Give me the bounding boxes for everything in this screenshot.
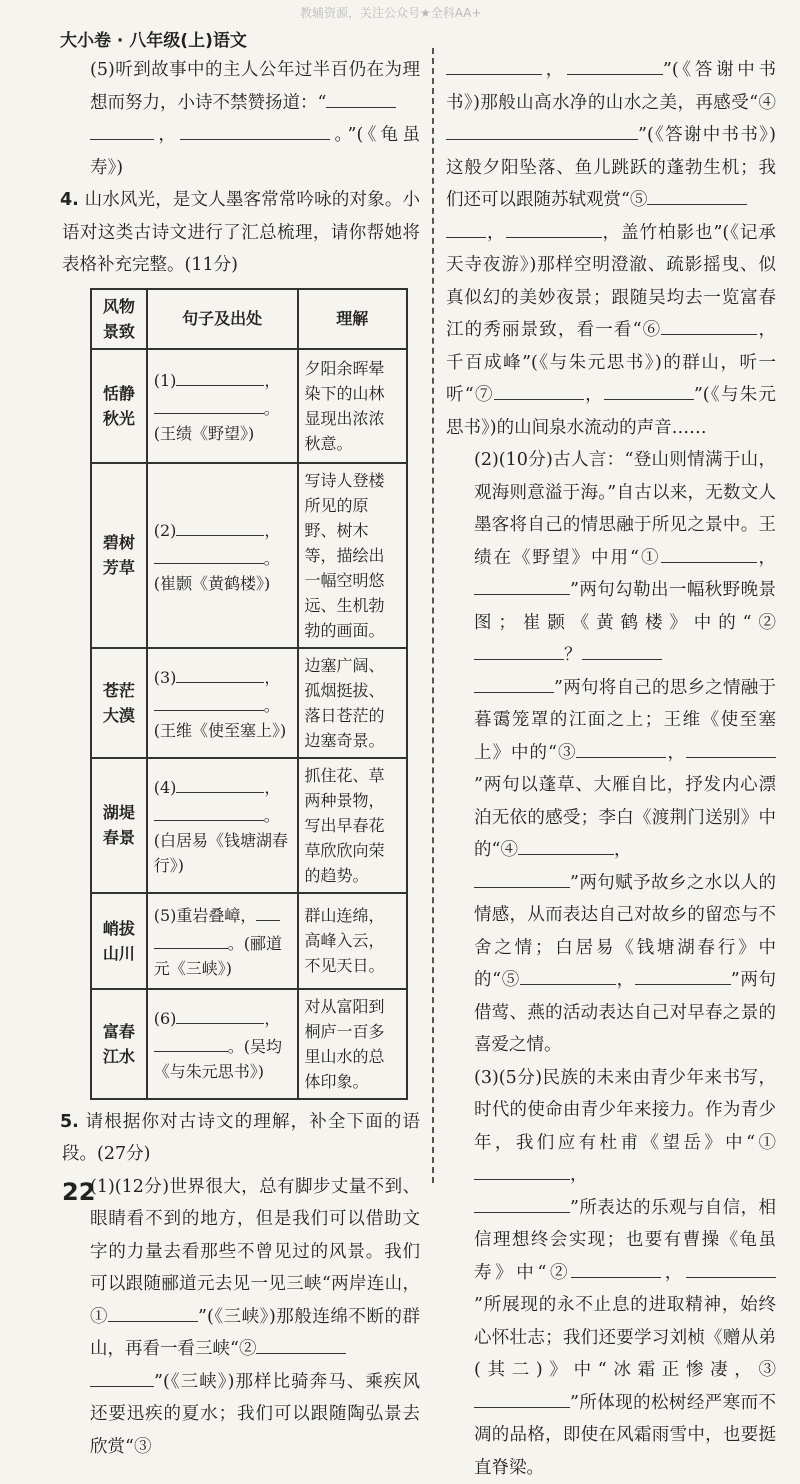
- explain-cell: 群山连绵，高峰入云，不见天日。: [298, 893, 407, 989]
- scene-cell: 湖堤春景: [91, 758, 147, 893]
- table-header: 风物景致: [91, 289, 147, 349]
- passage-text: ”所体现的松树经严寒而不凋的品格，即使在风霜雨雪中，也要挺直脊梁。: [474, 1393, 776, 1478]
- passage-text: ”(《三峡》)那样比骑奔马、乘疾风还要迅疾的夏水；我们可以跟随陶弘景去欣赏“③: [90, 1372, 420, 1457]
- sentence-cell: (3) ， 。 (王维《使至塞上》): [147, 648, 298, 758]
- table-row: [91, 648, 407, 758]
- right-column: [446, 54, 776, 1484]
- answer-blank[interactable]: [176, 662, 264, 683]
- answer-blank[interactable]: [571, 1257, 661, 1278]
- answer-blank[interactable]: [154, 928, 228, 949]
- table-row: [91, 989, 407, 1099]
- table-header: 句子及出处: [147, 289, 298, 349]
- answer-blank[interactable]: [567, 54, 663, 75]
- source-text: (崔颢《黄鹤楼》): [154, 574, 271, 593]
- passage-text: ，千百成峰”(《与朱元思书》)的群山，听一听“⑦: [446, 320, 776, 405]
- passage-text: ”(《答谢中书书》)那般山高水净的山水之美，再感受“④: [446, 60, 776, 113]
- explain-cell: 写诗人登楼所见的原野、树木等，描绘出一幅空明悠远、生机勃勃的画面。: [298, 463, 407, 648]
- scene-cell: 恬静秋光: [91, 349, 147, 463]
- item-number: (5)重岩叠嶂，: [154, 906, 257, 925]
- answer-blank[interactable]: [474, 672, 554, 693]
- punct: ，: [154, 125, 180, 145]
- answer-blank[interactable]: [686, 1257, 776, 1278]
- answer-blank[interactable]: [90, 119, 154, 140]
- table-row: [91, 758, 407, 893]
- sentence-cell: (2) ， 。 (崔颢《黄鹤楼》): [147, 463, 298, 648]
- answer-blank[interactable]: [154, 690, 264, 711]
- question-5: [62, 1106, 420, 1171]
- q5-part3: [446, 1062, 776, 1484]
- answer-blank[interactable]: [474, 1387, 570, 1408]
- question-number: 5.: [60, 1112, 79, 1132]
- scene-cell: 峭拔山川: [91, 893, 147, 989]
- answer-blank[interactable]: [520, 964, 616, 985]
- scenery-table: [90, 288, 408, 1100]
- passage-text: ”两句赋予故乡之水以人的情感，从而表达自己对故乡的留恋与不舍之情；白居易《钱塘湖春行》中的“⑤: [474, 873, 776, 991]
- punct: ，: [757, 548, 777, 568]
- explain-cell: 边塞广阔、孤烟挺拔、落日苍茫的边塞奇景。: [298, 648, 407, 758]
- answer-blank[interactable]: [635, 964, 731, 985]
- passage-text: ”所展现的永不止息的进取精神，始终心怀壮志；我们还要学习刘桢《赠从弟(其二)》中“冰霜正惨凄，③: [474, 1295, 776, 1380]
- answer-blank[interactable]: [474, 574, 570, 595]
- answer-blank[interactable]: [474, 1159, 570, 1180]
- punct: ，: [570, 1165, 588, 1185]
- answer-blank[interactable]: [474, 867, 570, 888]
- left-column: [62, 54, 420, 1463]
- answer-blank[interactable]: [506, 217, 602, 238]
- answer-blank[interactable]: [647, 184, 747, 205]
- item-number: (1): [154, 371, 177, 390]
- watermark: 教辅资源，关注公众号★全科AA+: [300, 4, 482, 21]
- answer-blank[interactable]: [176, 1003, 264, 1024]
- answer-blank[interactable]: [108, 1301, 198, 1322]
- passage-text: ”两句将自己的思乡之情融于暮霭笼罩的江面之上；王维《使至塞上》中的“③: [474, 678, 776, 763]
- answer-blank[interactable]: [256, 1333, 346, 1354]
- sentence-cell: (1) ， 。 (王绩《野望》): [147, 349, 298, 463]
- answer-blank[interactable]: [661, 542, 757, 563]
- question-4: [62, 184, 420, 282]
- passage-text: ”(《三峡》)那般连绵不断的群山，再看一看三峡“②: [90, 1307, 420, 1360]
- answer-blank[interactable]: [90, 1366, 154, 1387]
- passage-text: ”两句勾勒出一幅秋野晚景图；崔颢《黄鹤楼》中的“②: [474, 580, 776, 633]
- answer-blank[interactable]: [446, 54, 542, 75]
- page-header: 大小卷 · 八年级(上)语文: [60, 26, 247, 51]
- q3-part5-source: 。”(《龟虽寿》): [90, 125, 420, 178]
- source-text: (白居易《钱塘湖春行》): [154, 831, 288, 875]
- answer-blank[interactable]: [446, 217, 486, 238]
- answer-blank[interactable]: [180, 119, 330, 140]
- passage-text: ”两句借莺、燕的活动表达自己对早春之景的喜爱之情。: [474, 970, 776, 1055]
- punct: ，: [661, 1263, 686, 1283]
- source-text: (郦道元《三峡》): [154, 934, 282, 978]
- punct: ，: [542, 60, 567, 80]
- sentence-cell: (4) ， 。 (白居易《钱塘湖春行》): [147, 758, 298, 893]
- question-number: 4.: [60, 190, 79, 210]
- table-row: [91, 463, 407, 648]
- answer-blank[interactable]: [582, 639, 662, 660]
- scene-cell: 碧树芳草: [91, 463, 147, 648]
- answer-blank[interactable]: [154, 543, 264, 564]
- item-number: (2): [154, 521, 177, 540]
- table-header-row: [91, 289, 407, 349]
- punct: ，: [584, 385, 604, 405]
- answer-blank[interactable]: [176, 772, 264, 793]
- punct: ？: [564, 645, 582, 665]
- explain-cell: 抓住花、草两种景物，写出早春花草欣欣向荣的趋势。: [298, 758, 407, 893]
- passage-text: (2)(10分)古人言：“登山则情满于山，观海则意溢于海。”自古以来，无数文人墨客将自己的情思融于所见之景中。王绩在《野望》中用“①: [474, 450, 776, 568]
- scene-cell: 富春江水: [91, 989, 147, 1099]
- scene-cell: 苍茫大漠: [91, 648, 147, 758]
- table-row: [91, 349, 407, 463]
- answer-blank[interactable]: [604, 379, 694, 400]
- punct: ，: [614, 840, 632, 860]
- answer-blank[interactable]: [661, 314, 757, 335]
- answer-blank[interactable]: [326, 87, 396, 108]
- answer-blank[interactable]: [176, 365, 264, 386]
- answer-blank[interactable]: [542, 119, 638, 140]
- punct: ，: [666, 743, 686, 763]
- passage-text: ”所表达的乐观与自信，相信理想终会实现；也要有曹操《龟虽寿》中“②: [474, 1198, 776, 1283]
- item-number: (6): [154, 1009, 177, 1028]
- passage-text: (1)(12分)世界很大，总有脚步丈量不到、眼睛看不到的地方，但是我们可以借助文字的力量去看那些不曾见过的风景。我们可以跟随郦道元去见一见三峡“两岸连山，①: [90, 1177, 420, 1327]
- answer-blank[interactable]: [446, 119, 542, 140]
- sentence-cell: (6) ， 。(吴均《与朱元思书》): [147, 989, 298, 1099]
- explain-cell: 对从富阳到桐庐一百多里山水的总体印象。: [298, 989, 407, 1099]
- explain-cell: 夕阳余晖晕染下的山林显现出浓浓秋意。: [298, 349, 407, 463]
- q5-part2: [446, 444, 776, 1062]
- table-row: [91, 893, 407, 989]
- answer-blank[interactable]: [576, 737, 666, 758]
- sentence-cell: (5)重岩叠嶂， 。(郦道元《三峡》): [147, 893, 298, 989]
- q5-part1-start: [62, 1171, 420, 1464]
- answer-blank[interactable]: [154, 393, 264, 414]
- source-text: (吴均《与朱元思书》): [154, 1037, 282, 1081]
- punct: ，: [486, 223, 506, 243]
- answer-blank[interactable]: [518, 834, 614, 855]
- answer-blank[interactable]: [474, 1192, 570, 1213]
- q5-part1-cont: [446, 54, 776, 444]
- answer-blank[interactable]: [176, 515, 264, 536]
- passage-text: ”两句以蓬草、大雁自比，抒发内心漂泊无依的感受；李白《渡荆门送别》中的“④: [474, 775, 776, 860]
- punct: ，: [616, 970, 635, 990]
- answer-blank[interactable]: [494, 379, 584, 400]
- question-text: 山水风光，是文人墨客常常吟咏的对象。小语对这类古诗文进行了汇总梳理，请你帮她将表格补充完整。(11分): [62, 190, 420, 275]
- passage-text: ”(《答谢中书书》)这般夕阳坠落、鱼儿跳跃的蓬勃生机；我们还可以跟随苏轼观赏“⑤: [446, 125, 776, 210]
- answer-blank[interactable]: [154, 800, 264, 821]
- item-number: (3): [154, 668, 177, 687]
- column-divider: [432, 48, 434, 1183]
- answer-blank[interactable]: [474, 639, 564, 660]
- answer-blank[interactable]: [256, 900, 280, 921]
- passage-text: ”(《与朱元思书》)的山间泉水流动的声音……: [446, 385, 776, 438]
- question-text: 请根据你对古诗文的理解，补全下面的语段。(27分): [62, 1112, 420, 1165]
- q3-part5: [62, 54, 420, 184]
- source-text: (王绩《野望》): [154, 424, 255, 443]
- answer-blank[interactable]: [686, 737, 776, 758]
- passage-text: (3)(5分)民族的未来由青少年来书写，时代的使命由青少年来接力。作为青少年，我们应有杜甫《望岳》中“①: [474, 1068, 776, 1153]
- q3-part5-text: (5)听到故事中的主人公年过半百仍在为理想而努力，小诗不禁赞扬道：“: [90, 60, 420, 113]
- item-number: (4): [154, 778, 177, 797]
- passage-text: ，盖竹柏影也”(《记承天寺夜游》)那样空明澄澈、疏影摇曳、似真似幻的美妙夜景；跟随吴均去一览富春江的秀丽景致，看一看“⑥: [446, 223, 776, 341]
- page-number: 22: [62, 1178, 95, 1206]
- answer-blank[interactable]: [154, 1031, 228, 1052]
- source-text: (王维《使至塞上》): [154, 721, 287, 740]
- table-header: 理解: [298, 289, 407, 349]
